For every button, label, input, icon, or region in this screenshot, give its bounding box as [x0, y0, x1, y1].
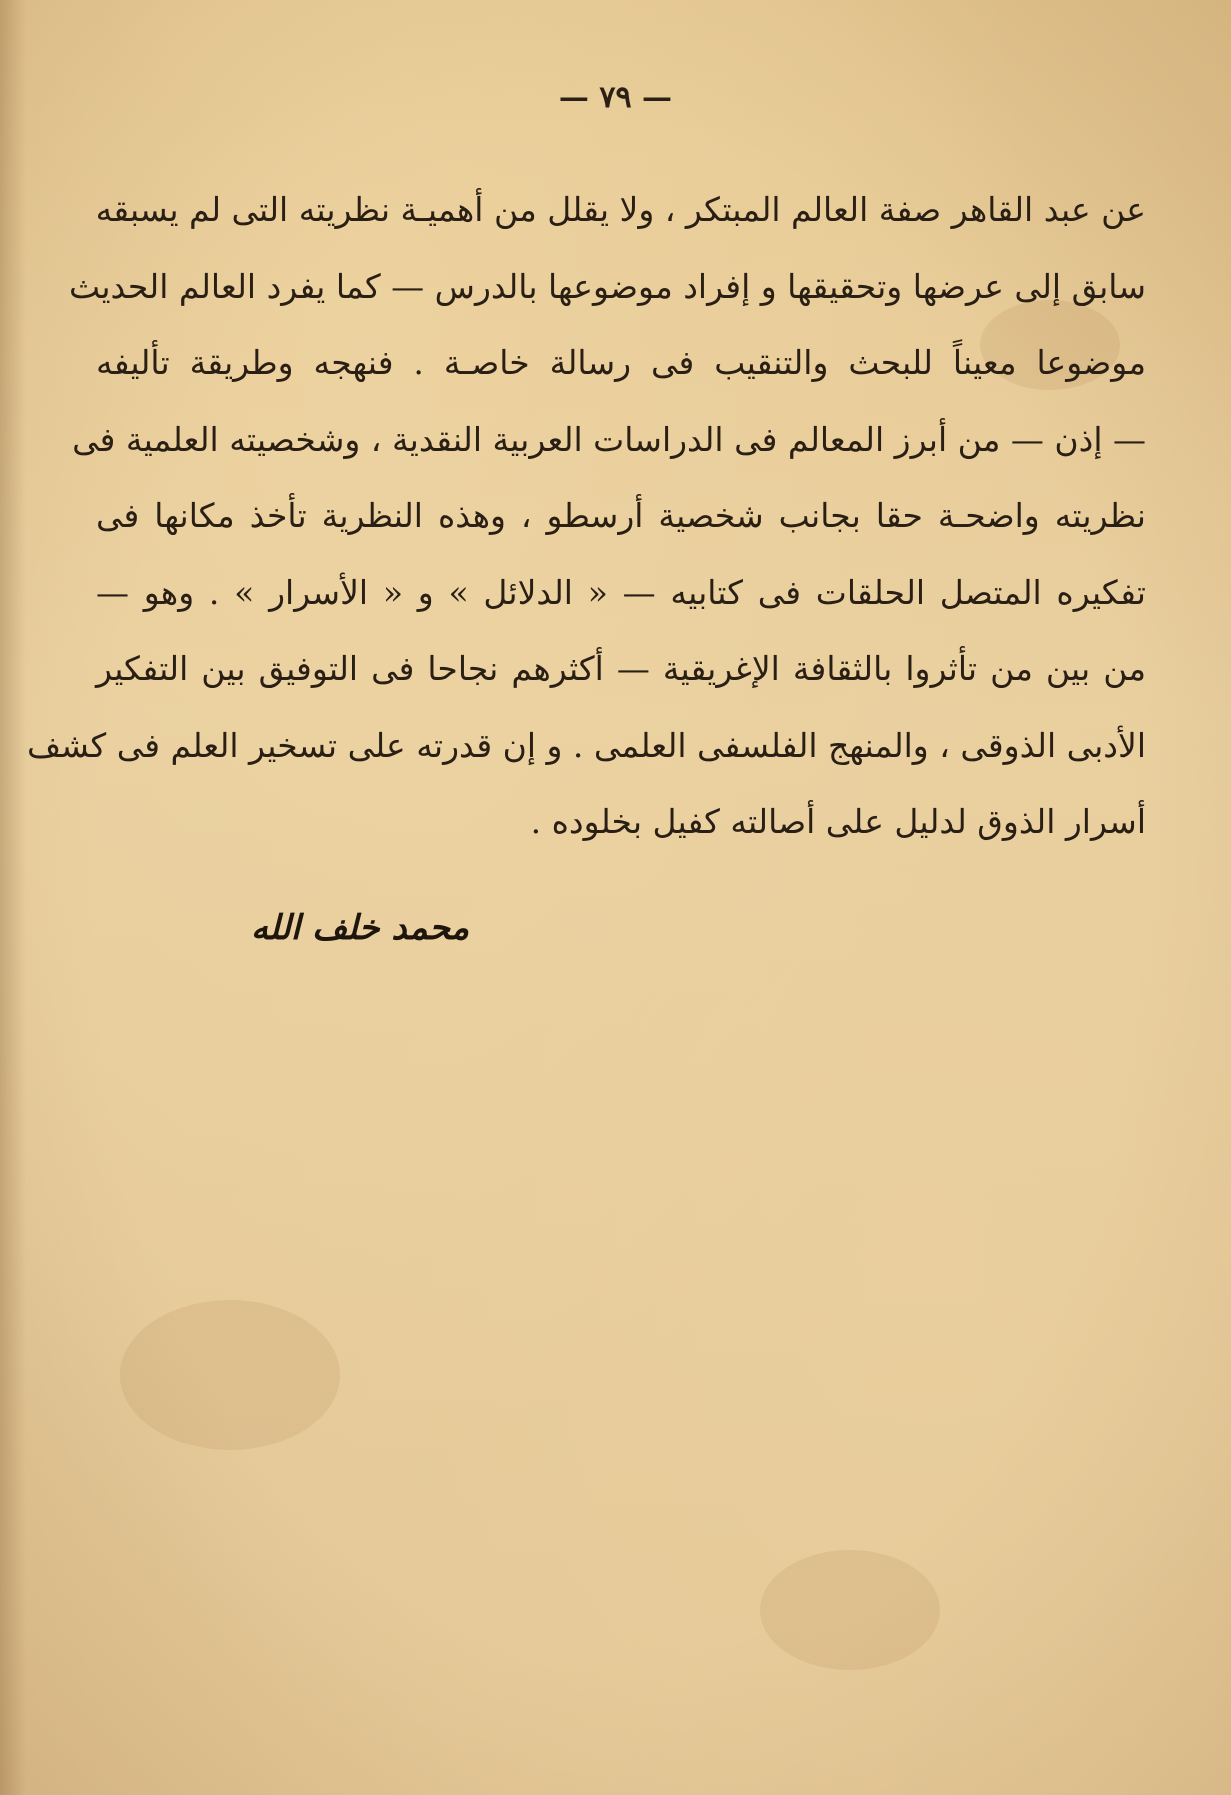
page-number: — ٧٩ —: [558, 80, 673, 115]
page-edge-shadow: [0, 0, 26, 1795]
text-line: الأدبى الذوقى ، والمنهج الفلسفى العلمى . و إن قدرته على تسخير العلم فى كشف: [26, 725, 1146, 765]
text-line: أسرار الذوق لدليل على أصالته كفيل بخلوده .: [530, 802, 1146, 841]
text-line: سابق إلى عرضها وتحقيقها و إفراد موضوعها بالدرس — كما يفرد العالم الحديث: [68, 266, 1146, 306]
text-line: من بين من تأثروا بالثقافة الإغريقية — أكثرهم نجاحا فى التوفيق بين التفكير: [96, 649, 1146, 688]
text-line: تفكيره المتصل الحلقات فى كتابيه — « الدلائل » و « الأسرار » . وهو —: [96, 572, 1146, 612]
paper-stain: [120, 1300, 340, 1450]
text-line: — إذن — من أبرز المعالم فى الدراسات العربية النقدية ، وشخصيته العلمية فى: [72, 419, 1146, 459]
text-line: موضوعا معيناً للبحث والتنقيب فى رسالة خاصـة . فنهجه وطريقة تأليفه: [96, 343, 1146, 382]
text-line: نظريته واضحـة حقا بجانب شخصية أرسطو ، وهذه النظرية تأخذ مكانها فى: [96, 496, 1146, 535]
body-text: [26, 172, 1146, 861]
text-line: عن عبد القاهر صفة العالم المبتكر ، ولا يقلل من أهميـة نظريته التى لم يسبقه: [95, 190, 1146, 229]
author-signature: محمد خلف الله: [250, 908, 470, 948]
paper-stain: [760, 1550, 940, 1670]
